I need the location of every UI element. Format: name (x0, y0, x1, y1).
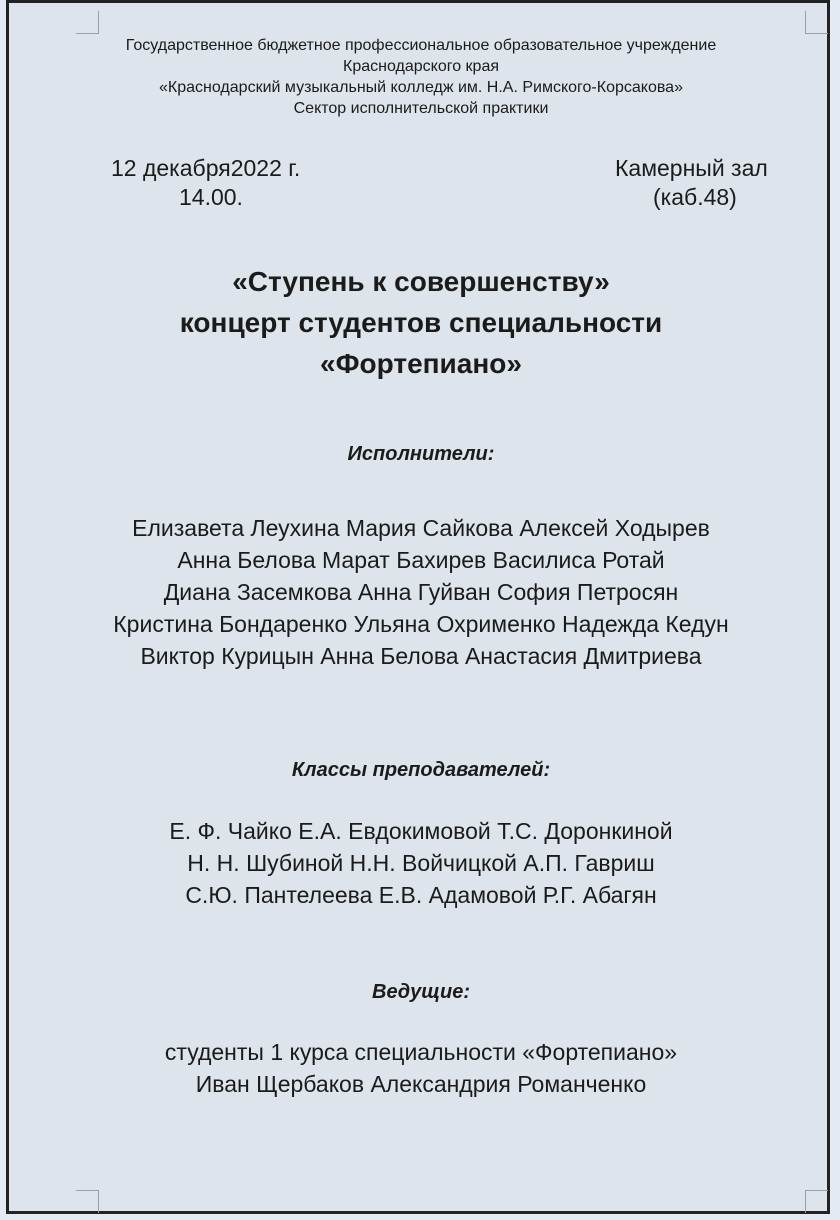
teachers-list (9, 815, 833, 911)
performers-list (9, 512, 833, 672)
performers-line: Анна Белова Марат Бахирев Василиса Ротай (177, 547, 665, 573)
crop-mark-top-left (76, 11, 99, 34)
title-line-2: концерт студентов специальности (179, 307, 663, 338)
institution-line-1: Государственное бюджетное профессиональное образовательное учреждение (125, 37, 717, 54)
institution-line-2: Краснодарского края (343, 58, 499, 75)
teachers-line: Н. Н. Шубиной Н.Н. Войчицкой А.П. Гавриш (187, 850, 655, 876)
event-room: (каб.48) (653, 184, 737, 210)
crop-mark-bottom-left (76, 1190, 99, 1213)
performers-line: Елизавета Леухина Мария Сайкова Алексей Ходырев (132, 515, 710, 541)
event-time: 14.00. (179, 184, 243, 210)
institution-header (9, 35, 833, 119)
performers-heading: Исполнители: (347, 443, 495, 465)
crop-mark-bottom-right (805, 1190, 828, 1213)
hosts-line: Иван Щербаков Александрия Романченко (195, 1071, 647, 1097)
event-venue: Камерный зал (615, 155, 768, 181)
event-date: 12 декабря2022 г. (111, 155, 301, 181)
teachers-line: С.Ю. Пантелеева Е.В. Адамовой Р.Г. Абагян (185, 882, 657, 908)
concert-title (9, 261, 833, 384)
performers-line: Кристина Бондаренко Ульяна Охрименко Надежда Кедун (113, 611, 729, 637)
performers-line: Диана Засемкова Анна Гуйван София Петросян (163, 579, 679, 605)
poster-page (6, 0, 830, 1214)
hosts-list (9, 1036, 833, 1100)
institution-line-4: Сектор исполнительской практики (293, 100, 549, 117)
title-line-1: «Ступень к совершенству» (232, 266, 610, 297)
teachers-line: Е. Ф. Чайко Е.А. Евдокимовой Т.С. Доронкиной (169, 818, 673, 844)
performers-line: Виктор Курицын Анна Белова Анастасия Дмитриева (140, 643, 702, 669)
title-line-3: «Фортепиано» (320, 348, 522, 379)
teachers-heading: Классы преподавателей: (291, 759, 551, 781)
crop-mark-top-right (805, 11, 828, 34)
hosts-line: студенты 1 курса специальности «Фортепиано» (164, 1039, 678, 1065)
institution-line-3: «Краснодарский музыкальный колледж им. Н.А. Римского-Корсакова» (159, 79, 683, 96)
hosts-heading: Ведущие: (372, 981, 470, 1003)
